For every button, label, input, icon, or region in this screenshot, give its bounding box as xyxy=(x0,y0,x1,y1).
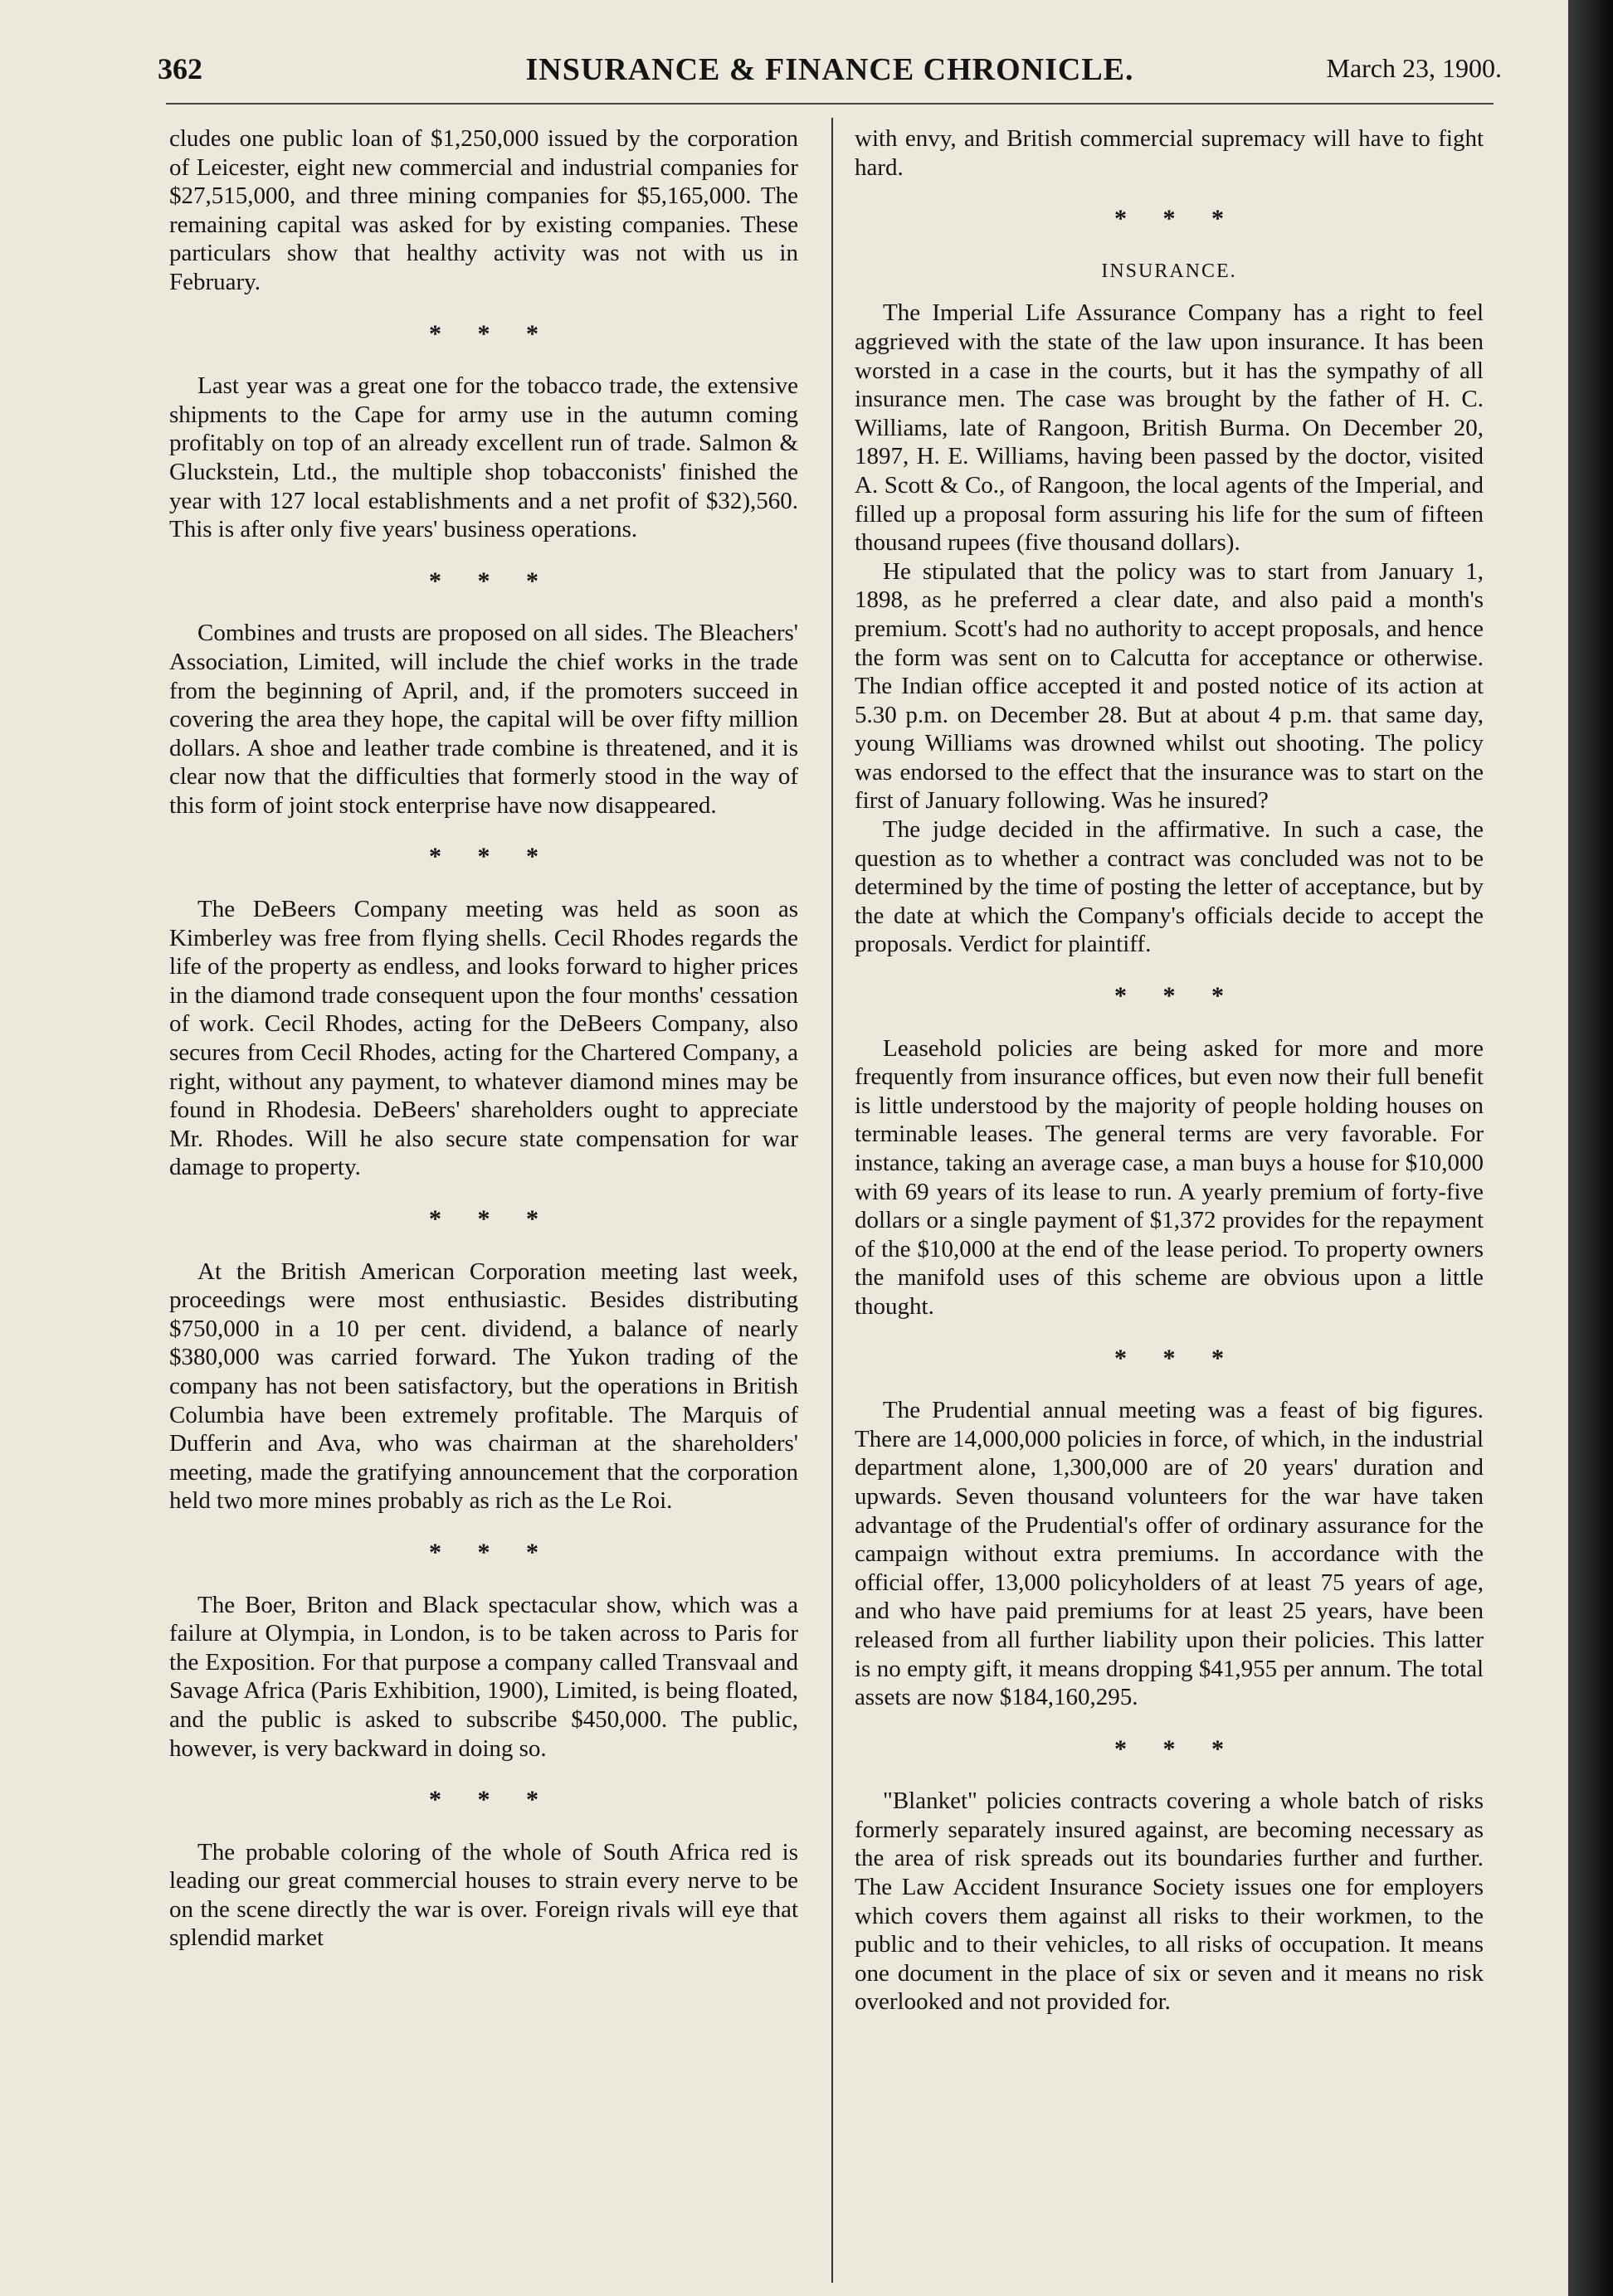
page-header xyxy=(158,51,1502,101)
section-separator: * * * xyxy=(429,1538,553,1566)
article-paragraph: The Prudential annual meeting was a feast of big figures. There are 14,000,000 policies in force, of which, in the industrial department alone, 1,300,000 are of 20 years' duration and upwards. Seven thousand volunteers for the war have taken advantage of the Prudential's offer of ordinary assurance for the campaign without extra premiums. In accordance with the official offer, 13,000 policyholders of at least 75 years of age, and who have paid premiums for at least 25 years, have been released from all further liability upon their policies. This latter is no empty gift, it means dropping $41,955 per annum. The total assets are now $184,160,295. xyxy=(855,1397,1484,1711)
issue-date: March 23, 1900. xyxy=(1326,53,1502,83)
left-column xyxy=(169,124,798,2248)
section-separator: * * * xyxy=(1114,982,1239,1010)
article-paragraph: The judge decided in the affirmative. In such a case, the question as to whether a contract was concluded was not to be determined by the time of posting the letter of acceptance, but by the date at which the Company's officials decide to accept the proposals. Verdict for plaintiff. xyxy=(855,816,1484,958)
page-edge-shadow xyxy=(1568,0,1613,2296)
article-paragraph: "Blanket" policies contracts covering a whole batch of risks formerly separately insured against, are becoming necessary as the area of risk spreads out its boundaries further and further. The Law Accident Insurance Society issues one for employers which covers them against all risks to their workmen, to the public and to their vehicles, to all risks of occupation. It means one document in the place of six or seven and it means no risk overlooked and not provided for. xyxy=(855,1788,1484,2016)
section-separator: * * * xyxy=(429,1786,553,1814)
section-heading: INSURANCE. xyxy=(1101,260,1237,282)
article-paragraph: Combines and trusts are proposed on all sides. The Bleachers' Association, Limited, will include the chief works in the trade from the beginning of April, and, if the promoters succeed in covering the area they hope, the capital will be over fifty million dollars. A shoe and leather trade combine is threatened, and it is clear now that the difficulties that formerly stood in the way of this form of joint stock enterprise have now disappeared. xyxy=(169,620,798,819)
section-separator: * * * xyxy=(1114,1734,1239,1763)
column-rule xyxy=(831,118,833,2283)
section-separator: * * * xyxy=(429,843,553,871)
header-rule xyxy=(166,103,1494,105)
right-column xyxy=(855,124,1484,2248)
article-paragraph: The DeBeers Company meeting was held as soon as Kimberley was free from flying shells. Cecil Rhodes regards the life of the property as endless, and looks forward to higher prices in the diamond trade consequent upon the four months' cessation of work. Cecil Rhodes, acting for the DeBeers Company, also secures from Cecil Rhodes, acting for the Chartered Company, a right, without any payment, to whatever diamond mines may be found in Rhodesia. DeBeers' shareholders ought to appreciate Mr. Rhodes. Will he also secure state compensation for war damage to property. xyxy=(169,896,798,1181)
publication-title: INSURANCE & FINANCE CHRONICLE. xyxy=(525,52,1134,87)
page-number: 362 xyxy=(158,52,202,85)
article-paragraph: He stipulated that the policy was to start from January 1, 1898, as he preferred a clear date, and also paid a month's premium. Scott's had no authority to accept proposals, and hence the form was sent on to Calcutta for acceptance or otherwise. The Indian office accepted it and posted notice of its action at 5.30 p.m. on December 28. But at about 4 p.m. that same day, young Williams was drowned whilst out shooting. The policy was endorsed to the effect that the insurance was to start on the first of January following. Was he insured? xyxy=(855,557,1484,815)
section-separator: * * * xyxy=(1114,205,1239,233)
section-separator: * * * xyxy=(1114,1344,1239,1372)
article-paragraph: with envy, and British commercial supremacy will have to fight hard. xyxy=(855,125,1484,181)
article-paragraph: The probable coloring of the whole of South Africa red is leading our great commercial houses to strain every nerve to be on the scene directly the war is over. Foreign rivals will eye that splendid market xyxy=(169,1838,798,1952)
article-paragraph: Leasehold policies are being asked for more and more frequently from insurance offices, but even now their full benefit is little understood by the majority of people holding houses on terminable leases. The general terms are very favorable. For instance, taking an average case, a man buys a house for $10,000 with 69 years of its lease to run. A yearly premium of forty-five dollars or a single payment of $1,372 provides for the repayment of the $10,000 at the end of the lease period. To property owners the manifold uses of this scheme are obvious upon a little thought. xyxy=(855,1034,1484,1320)
article-paragraph: The Boer, Briton and Black spectacular show, which was a failure at Olympia, in London, is to be taken across to Paris for the Exposition. For that purpose a company called Transvaal and Savage Africa (Paris Exhibition, 1900), Limited, is being floated, and the public is asked to subscribe $450,000. The public, however, is very backward in doing so. xyxy=(169,1591,798,1762)
section-separator: * * * xyxy=(429,1205,553,1233)
section-separator: * * * xyxy=(429,567,553,595)
section-separator: * * * xyxy=(429,319,553,348)
article-paragraph: At the British American Corporation meeting last week, proceedings were most enthusiastic. Besides distributing $750,000 in a 10 per cent. dividend, a balance of nearly $380,000 was carried forward. The Yukon trading of the company has not been satisfactory, but the operations in British Columbia have been extremely profitable. The Marquis of Dufferin and Ava, who was chairman at the shareholders' meeting, made the gratifying announcement that the corporation held two more mines probably as rich as the Le Roi. xyxy=(169,1257,798,1515)
article-paragraph: The Imperial Life Assurance Company has a right to feel aggrieved with the state of the law upon insurance. It has been worsted in a case in the courts, but it has the sympathy of all insurance men. The case was brought by the father of H. C. Williams, late of Rangoon, British Burma. On December 20, 1897, H. E. Williams, having been passed by the doctor, visited A. Scott & Co., of Rangoon, the local agents of the Imperial, and filled up a proposal form assuring his life for the sum of fifteen thousand rupees (five thousand dollars). xyxy=(855,299,1484,557)
article-paragraph: cludes one public loan of $1,250,000 issued by the corporation of Leicester, eight new commercial and industrial companies for $27,515,000, and three mining companies for $5,165,000. The remaining capital was asked for by existing companies. These particulars show that healthy activity was not with us in February. xyxy=(169,125,798,295)
article-paragraph: Last year was a great one for the tobacco trade, the extensive shipments to the Cape for army use in the autumn coming profitably on top of an already excellent run of trade. Salmon & Gluckstein, Ltd., the multiple shop tobacconists' finished the year with 127 local establishments and a net profit of $32),560. This is after only five years' business operations. xyxy=(169,372,798,543)
